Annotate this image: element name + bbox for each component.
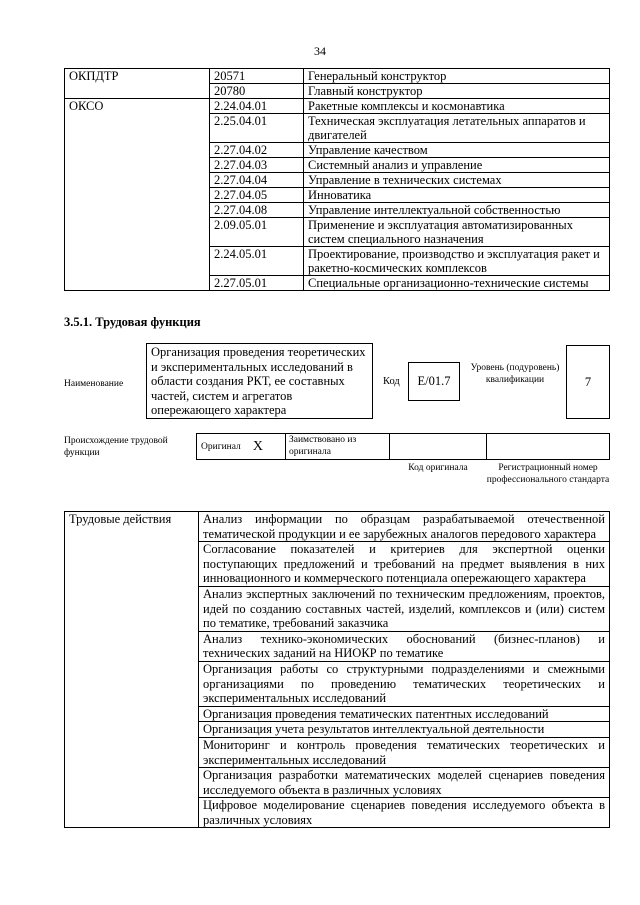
- classifier-title: Специальные организационно-технические системы: [304, 276, 610, 291]
- origin-row: [196, 433, 610, 460]
- classifier-title: Управление интеллектуальной собственностью: [304, 203, 610, 218]
- classifier-title: Проектирование, производство и эксплуатация ракет и ракетно-космических комплексов: [304, 247, 610, 276]
- original-cell: [196, 433, 285, 460]
- classifier-title: Техническая эксплуатация летательных аппаратов и двигателей: [304, 114, 610, 143]
- classifier-name: ОКПДТР: [65, 69, 210, 99]
- action-item: Анализ информации по образцам разрабатываемой отечественной тематической продукции и ее зарубежных аналогов передового характера: [199, 512, 610, 542]
- borrowed-label: Заимствовано из оригинала: [285, 433, 389, 460]
- original-mark: X: [252, 438, 263, 454]
- level-value: 7: [566, 345, 610, 419]
- actions-label: Трудовые действия: [65, 512, 199, 828]
- action-item: Согласование показателей и критериев для экспертной оценки поступающих предложений и требований на предмет выявления в них инновационного и коммерческого потенциала опережающего характера: [199, 542, 610, 587]
- classifier-title: Управление в технических системах: [304, 173, 610, 188]
- classifier-name: ОКСО: [65, 99, 210, 291]
- classification-row: [65, 99, 610, 114]
- classifier-code: 2.27.04.05: [210, 188, 304, 203]
- classification-table: [64, 68, 610, 291]
- code-caption: Код оригинала: [408, 463, 468, 473]
- section-title: 3.5.1. Трудовая функция: [64, 315, 201, 329]
- function-name-value: Организация проведения теоретических и экспериментальных исследований в области создания РКТ, ее составных частей, систем и агрегатов опережающего характера: [146, 343, 373, 419]
- classifier-code: 2.27.04.04: [210, 173, 304, 188]
- classifier-title: Главный конструктор: [304, 84, 610, 99]
- registration-number-cell: [486, 433, 610, 460]
- classifier-code: 2.24.04.01: [210, 99, 304, 114]
- action-item: Организация работы со структурными подразделениями и смежными организациями по проведению тематических теоретических и экспериментальных исследований: [199, 661, 610, 706]
- classifier-title: Ракетные комплексы и космонавтика: [304, 99, 610, 114]
- action-item: Организация разработки математических моделей сценариев поведения исследуемого объекта в различных условиях: [199, 768, 610, 798]
- classifier-code: 20780: [210, 84, 304, 99]
- classifier-title: Применение и эксплуатация автоматизированных систем специального назначения: [304, 218, 610, 247]
- actions-table: [64, 511, 610, 828]
- name-label: Наименование: [64, 379, 124, 389]
- original-code-cell: [389, 433, 486, 460]
- action-item: Организация проведения тематических патентных исследований: [199, 706, 610, 722]
- classifier-code: 2.27.04.02: [210, 143, 304, 158]
- function-code-value: E/01.7: [408, 362, 460, 401]
- classification-row: [65, 69, 610, 84]
- classifier-code: 2.27.04.03: [210, 158, 304, 173]
- original-label: Оригинал: [201, 441, 241, 452]
- level-label: Уровень (подуровень) квалификации: [470, 363, 560, 385]
- action-item: Мониторинг и контроль проведения тематических теоретических и экспериментальных исследований: [199, 737, 610, 767]
- page-number: 34: [314, 44, 326, 58]
- action-item: Цифровое моделирование сценариев поведения исследуемого объекта в различных условиях: [199, 798, 610, 828]
- origin-label: Происхождение трудовой функции: [64, 436, 168, 458]
- action-item: Анализ экспертных заключений по техническим предложениям, проектов, идей по созданию составных частей, изделий, комплексов и (или) систем по тематике, требований заказчика: [199, 586, 610, 631]
- classifier-title: Генеральный конструктор: [304, 69, 610, 84]
- classifier-title: Системный анализ и управление: [304, 158, 610, 173]
- code-label: Код: [383, 376, 400, 387]
- classifier-title: Управление качеством: [304, 143, 610, 158]
- classifier-code: 2.27.04.08: [210, 203, 304, 218]
- classifier-code: 20571: [210, 69, 304, 84]
- action-item: Организация учета результатов интеллектуальной деятельности: [199, 722, 610, 738]
- classifier-code: 2.09.05.01: [210, 218, 304, 247]
- classifier-code: 2.24.05.01: [210, 247, 304, 276]
- classifier-title: Инноватика: [304, 188, 610, 203]
- classifier-code: 2.25.04.01: [210, 114, 304, 143]
- registration-caption: Регистрационный номер профессионального стандарта: [486, 463, 610, 485]
- action-item: Анализ технико-экономических обоснований (бизнес-планов) и технических заданий на НИОКР по тематике: [199, 631, 610, 661]
- action-row: [65, 512, 610, 542]
- classifier-code: 2.27.05.01: [210, 276, 304, 291]
